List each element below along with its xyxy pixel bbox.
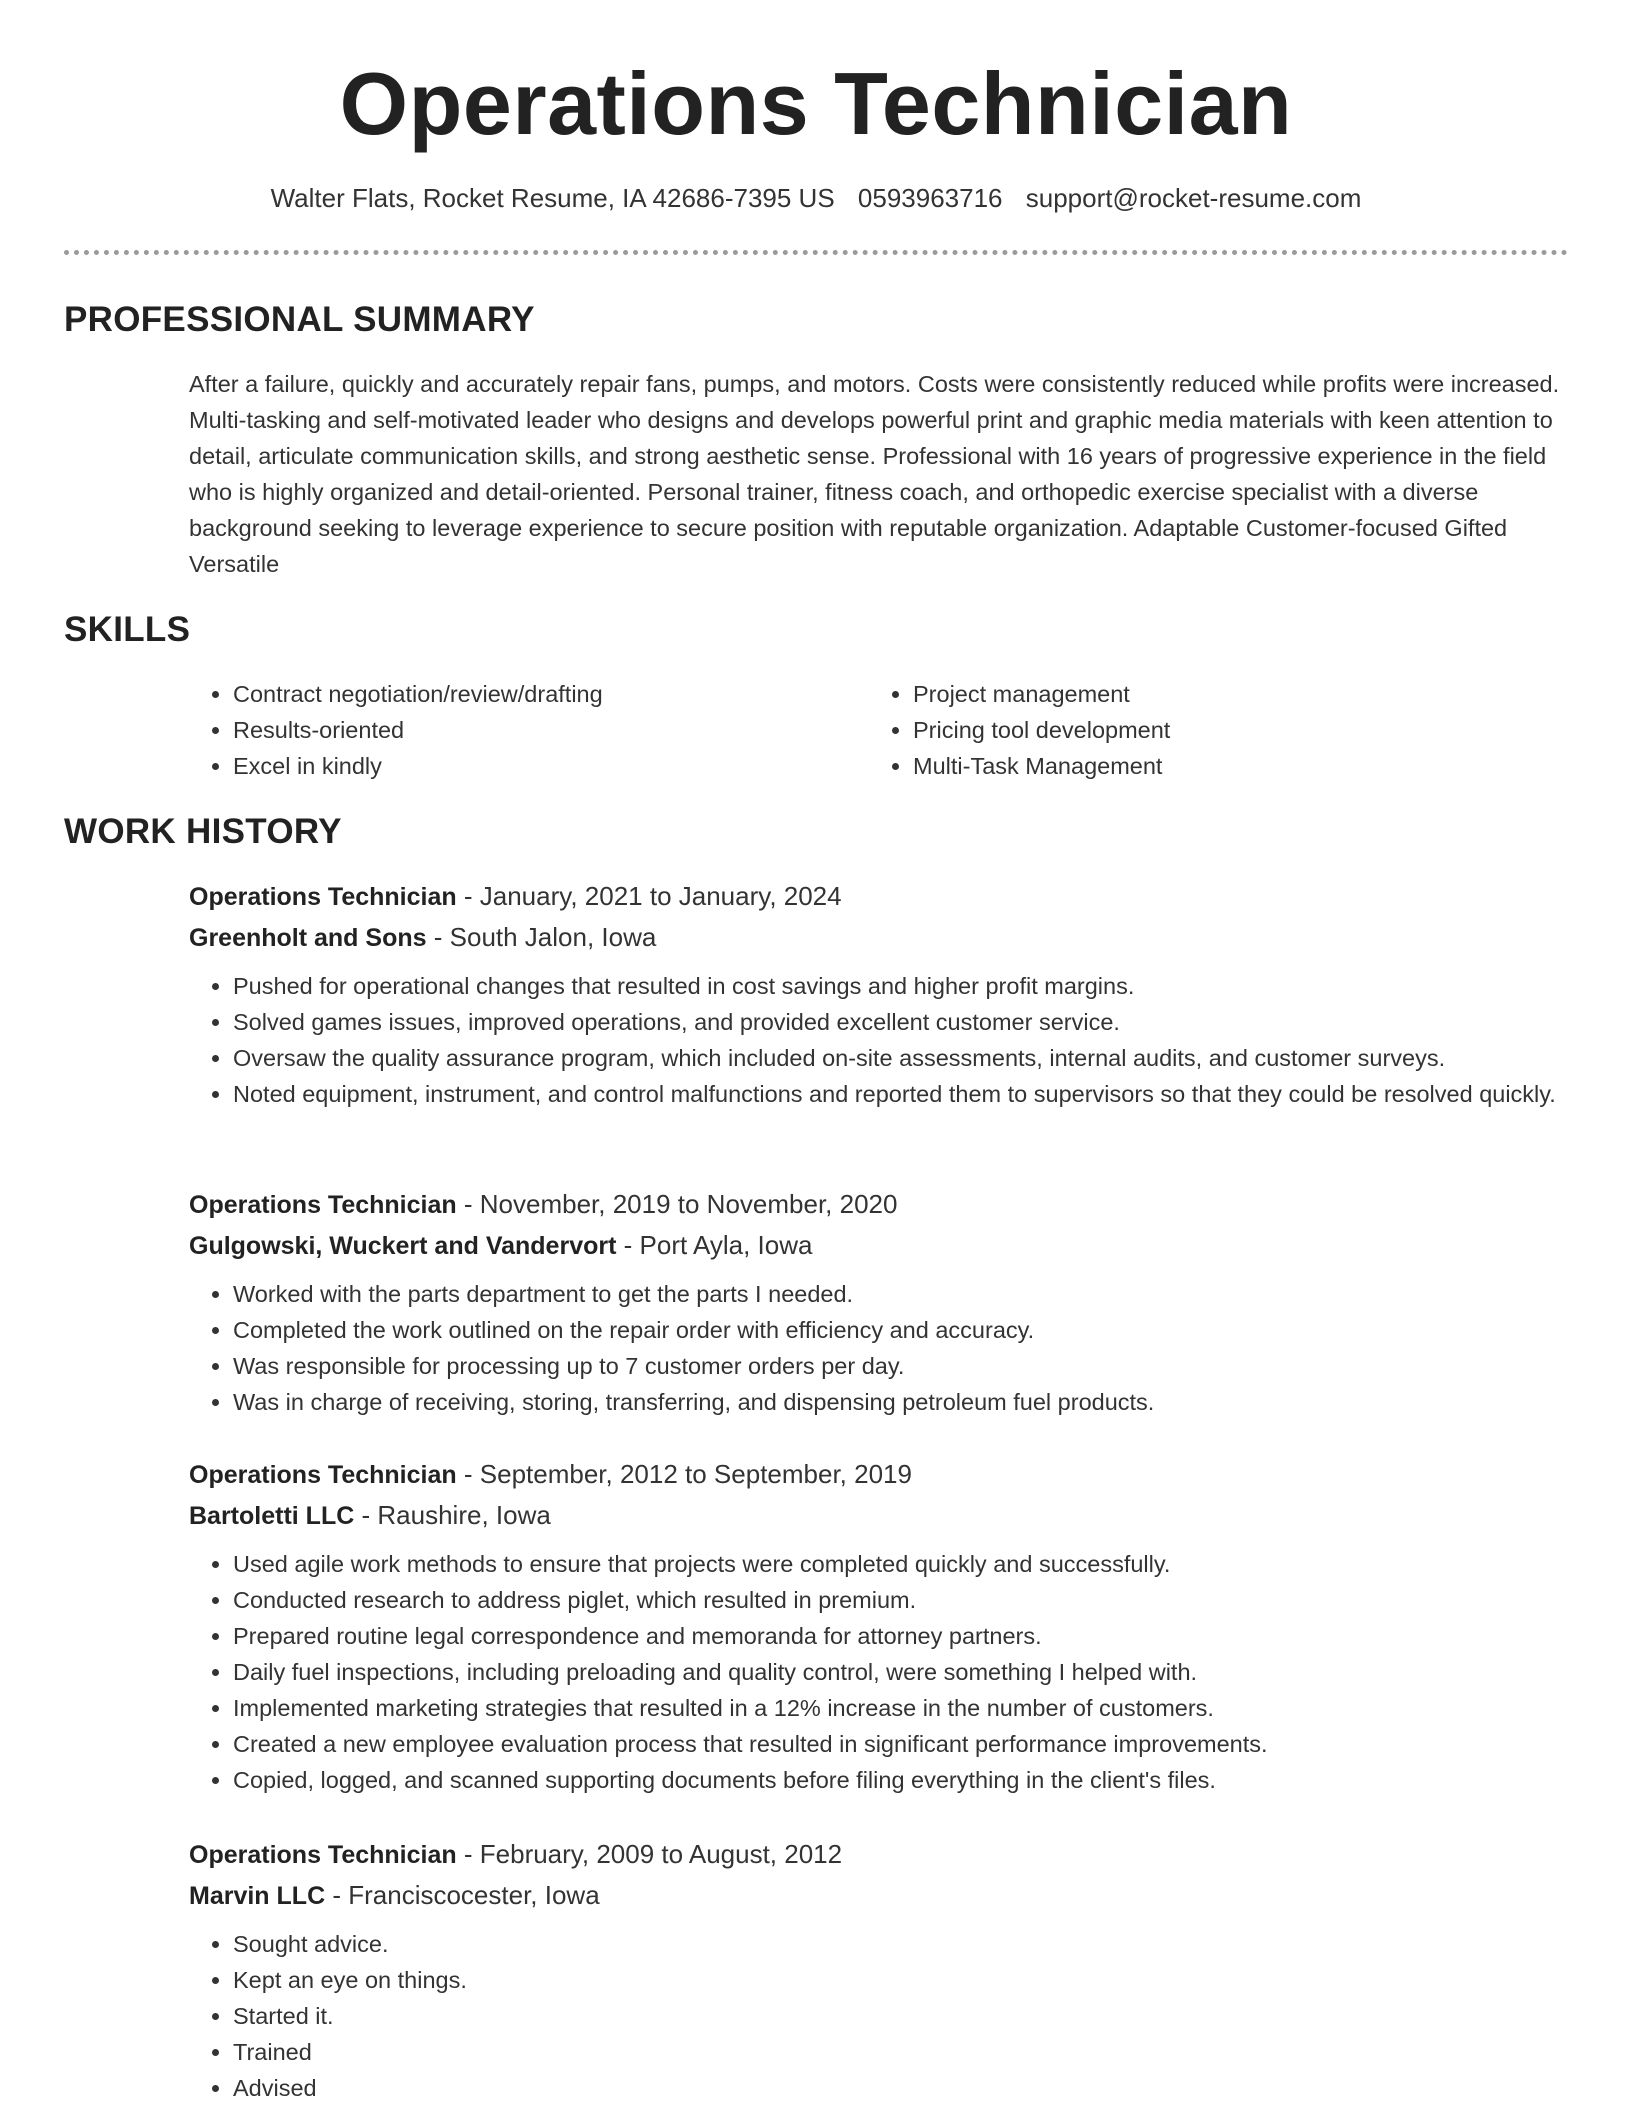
job-company: Marvin LLC xyxy=(189,1882,326,1910)
job-location: - Port Ayla, Iowa xyxy=(616,1230,813,1260)
job-company-line xyxy=(189,1225,1569,1266)
job-duty: • Solved games issues, improved operations, and provided excellent customer service. xyxy=(233,1004,1569,1040)
skill-item: • Contract negotiation/review/drafting xyxy=(233,676,869,712)
job-role: Operations Technician xyxy=(189,883,457,911)
contact-phone: 0593963716 xyxy=(857,183,1003,213)
job-dates: - September, 2012 to September, 2019 xyxy=(456,1459,912,1489)
job-duties xyxy=(189,1926,1569,2106)
job-company: Greenholt and Sons xyxy=(189,924,427,952)
job-company: Bartoletti LLC xyxy=(189,1502,355,1530)
job-dates: - November, 2019 to November, 2020 xyxy=(456,1189,898,1219)
job-dates: - February, 2009 to August, 2012 xyxy=(456,1839,843,1869)
job-duty: • Started it. xyxy=(233,1998,1569,2034)
job-duty: • Was in charge of receiving, storing, transferring, and dispensing petroleum fuel products. xyxy=(233,1384,1569,1420)
job-dates: - January, 2021 to January, 2024 xyxy=(456,881,842,911)
contact-line xyxy=(0,180,1632,216)
job-entry xyxy=(189,1834,1569,2106)
job-duty: • Copied, logged, and scanned supporting documents before filing everything in the client's files. xyxy=(233,1762,1569,1798)
job-duty: • Implemented marketing strategies that resulted in a 12% increase in the number of customers. xyxy=(233,1690,1569,1726)
job-duty: • Was responsible for processing up to 7 customer orders per day. xyxy=(233,1348,1569,1384)
job-duties xyxy=(189,1276,1569,1420)
job-company-line xyxy=(189,917,1569,958)
job-title-line xyxy=(189,1184,1569,1225)
job-company: Gulgowski, Wuckert and Vandervort xyxy=(189,1232,617,1260)
job-duty: • Created a new employee evaluation process that resulted in significant performance improvements. xyxy=(233,1726,1569,1762)
job-entry xyxy=(189,876,1569,1112)
skills-column-right xyxy=(869,676,1549,784)
job-duty: • Completed the work outlined on the repair order with efficiency and accuracy. xyxy=(233,1312,1569,1348)
job-duty: • Used agile work methods to ensure that projects were completed quickly and successfully. xyxy=(233,1546,1569,1582)
job-title-line xyxy=(189,1834,1569,1875)
job-role: Operations Technician xyxy=(189,1461,457,1489)
job-location: - Franciscocester, Iowa xyxy=(325,1880,600,1910)
job-duty: • Noted equipment, instrument, and control malfunctions and reported them to supervisors so that they could be resolved quickly. xyxy=(233,1076,1569,1112)
job-entry xyxy=(189,1184,1569,1420)
job-company-line xyxy=(189,1495,1569,1536)
job-location: - South Jalon, Iowa xyxy=(426,922,657,952)
skill-item: • Pricing tool development xyxy=(913,712,1549,748)
job-duty: • Worked with the parts department to get the parts I needed. xyxy=(233,1276,1569,1312)
header-divider xyxy=(64,250,1568,255)
skill-item: • Project management xyxy=(913,676,1549,712)
job-duty: • Daily fuel inspections, including preloading and quality control, were something I helped with. xyxy=(233,1654,1569,1690)
skills-column-left xyxy=(189,676,869,784)
job-entry xyxy=(189,1454,1569,1798)
resume-name: Operations Technician xyxy=(339,54,1293,153)
job-duty: • Sought advice. xyxy=(233,1926,1569,1962)
contact-email: support@rocket-resume.com xyxy=(1025,183,1362,213)
job-company-line xyxy=(189,1875,1569,1916)
summary-heading: PROFESSIONAL SUMMARY xyxy=(64,300,535,339)
job-location: - Raushire, Iowa xyxy=(354,1500,551,1530)
job-duty: • Conducted research to address piglet, which resulted in premium. xyxy=(233,1582,1569,1618)
skills-heading: SKILLS xyxy=(64,610,191,649)
skill-item: • Results-oriented xyxy=(233,712,869,748)
job-duty: • Kept an eye on things. xyxy=(233,1962,1569,1998)
job-duties xyxy=(189,1546,1569,1798)
job-duty: • Pushed for operational changes that resulted in cost savings and higher profit margins. xyxy=(233,968,1569,1004)
job-duty: • Trained xyxy=(233,2034,1569,2070)
summary-text: After a failure, quickly and accurately repair fans, pumps, and motors. Costs were consistently reduced while profits were increased. Multi-tasking and self-motivated leader who designs and develops powerful print and graphic media materials with keen attention to detail, articulate communication skills, and strong aesthetic sense. Professional with 16 years of progressive experience in the field who is highly organized and detail-oriented. Personal trainer, fitness coach, and orthopedic exercise specialist with a diverse background seeking to leverage experience to secure position with reputable organization. Adaptable Customer-focused Gifted Versatile xyxy=(189,371,1560,577)
job-role: Operations Technician xyxy=(189,1191,457,1219)
job-duty: • Advised xyxy=(233,2070,1569,2106)
contact-address: Walter Flats, Rocket Resume, IA 42686-7395 US xyxy=(270,183,835,213)
skills-grid xyxy=(189,676,1569,784)
job-title-line xyxy=(189,876,1569,917)
job-duty: • Oversaw the quality assurance program, which included on-site assessments, internal audits, and customer surveys. xyxy=(233,1040,1569,1076)
work-history-heading: WORK HISTORY xyxy=(64,812,342,851)
job-duties xyxy=(189,968,1569,1112)
skill-item: • Excel in kindly xyxy=(233,748,869,784)
job-title-line xyxy=(189,1454,1569,1495)
job-duty: • Prepared routine legal correspondence and memoranda for attorney partners. xyxy=(233,1618,1569,1654)
job-role: Operations Technician xyxy=(189,1841,457,1869)
skill-item: • Multi-Task Management xyxy=(913,748,1549,784)
